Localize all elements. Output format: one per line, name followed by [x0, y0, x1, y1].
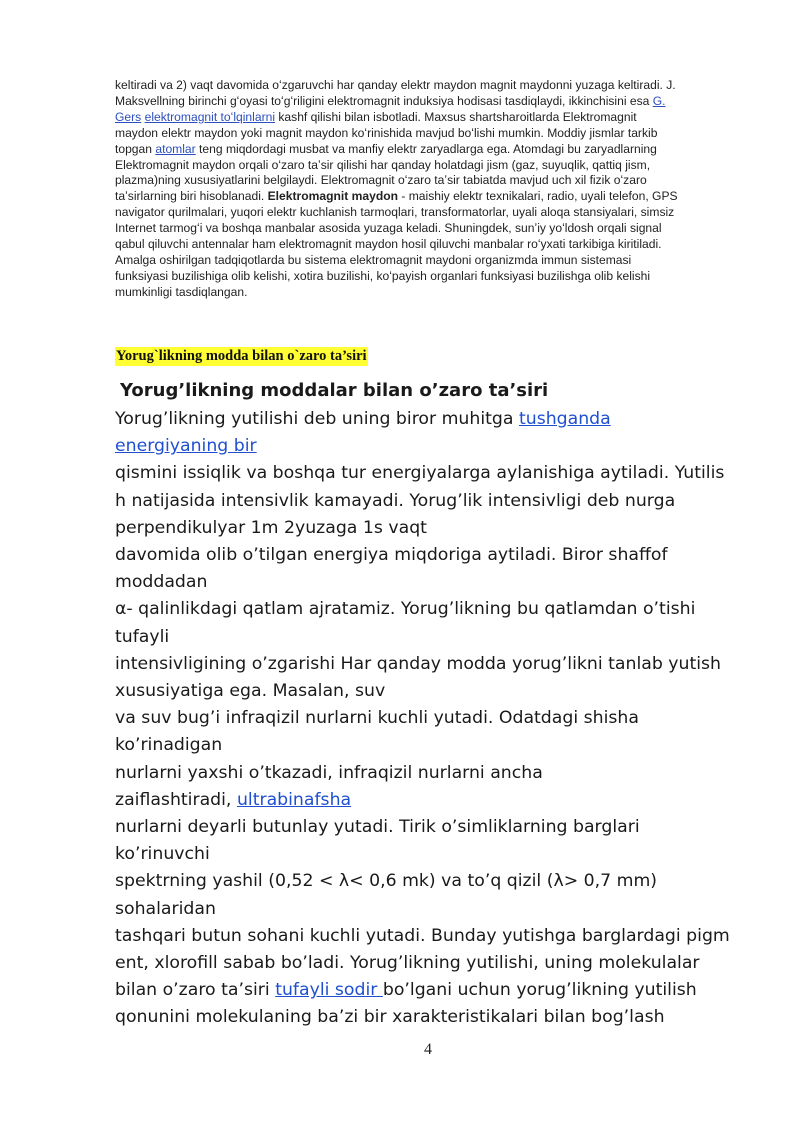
body-paragraph [115, 406, 755, 1032]
text-run: teng miqdordagi musbat va manfiy elektr zaryadlarga ega. Atomdagi bu zaryadlarning [195, 141, 657, 156]
text-line: qabul qiluvchi antennalar ham elektromagnit maydon hosil qiluvchi manbalar roʻyxati tarkibiga kiritiladi. [115, 237, 662, 252]
link-tushganda[interactable]: tushganda [518, 409, 611, 429]
link-ultrabinafsha[interactable]: ultrabinafsha [236, 789, 352, 810]
bold-term: Elektromagnit maydon [267, 189, 398, 204]
highlighted-heading: Yorug`likning modda bilan o`zaro ta’siri [116, 348, 367, 364]
text-run: taʼsirlarning biri hisoblanadi. [115, 189, 268, 204]
text-line [115, 94, 745, 110]
text-line: nurlarni yaxshi o’tkazadi, infraqizil nurlarni ancha [115, 762, 543, 783]
text-line [115, 189, 745, 205]
link-tufayli-sodir[interactable]: tufayli sodir [275, 980, 383, 1001]
text-line: qonunini molekulaning ba’zi bir xarakteristikalari bilan bog’lash [115, 1007, 665, 1028]
text-line: keltiradi va 2) vaqt davomida oʻzgaruvchi har qanday elektr maydon magnit maydonni yuzaga keltiradi. J. [115, 78, 676, 92]
text-line [115, 110, 745, 126]
text-line: tashqari butun sohani kuchli yutadi. Bunday yutishga barglardagi pigm [115, 925, 730, 946]
text-line: Elektromagnit maydon orqali oʻzaro taʼsir qilishi har qanday holatdagi jism (gaz, suyuqlik, qattiq jism, [115, 157, 651, 172]
text-line: qismini issiqlik va boshqa tur energiyalarga aylanishiga aytiladi. Yutilis [115, 463, 725, 484]
text-line: moddadan [115, 572, 208, 593]
text-line: sohalaridan [115, 898, 216, 919]
text-line: ent, xlorofill sabab bo’ladi. Yorug’likning yutilishi, uning molekulalar [115, 953, 700, 974]
text-line: plazma)ning xususiyatlarini belgilaydi. Elektromagnit oʻzaro taʼsir tabiatda mavjud uch xil fizik oʻzaro [115, 173, 647, 188]
text-line: Internet tarmogʻi va boshqa manbalar asosida yuzaga keladi. Shuningdek, sunʼiy yoʻldosh orqali signal [115, 221, 662, 236]
text-line [115, 977, 755, 1004]
text-line: α- qalinlikdagi qatlam ajratamiz. Yorug’likning bu qatlamdan o’tishi [115, 599, 696, 620]
text-run: Yorug’likning yutilishi deb uning biror muhitga [115, 409, 519, 429]
text-run: - maishiy elektr texnikalari, radio, uyali telefon, GPS [397, 189, 678, 204]
text-line: navigator qurilmalari, yuqori elektr kuchlanish tarmoqlari, transformatorlar, uyali aloqa stansiyalari, simsiz [115, 205, 675, 220]
text-run: zaiflashtiradi, [115, 789, 237, 810]
text-line: perpendikulyar 1m 2yuzaga 1s vaqt [115, 517, 427, 538]
text-line [115, 142, 745, 158]
text-line: ko’rinadigan [115, 735, 223, 756]
link-g-gers[interactable]: G. [652, 93, 666, 108]
text-line: ko’rinuvchi [115, 844, 210, 865]
text-line: mumkinligi tasdiqlangan. [115, 284, 248, 299]
text-line: h natijasida intensivlik kamayadi. Yorug’lik intensivligi deb nurga [115, 490, 676, 511]
text-line: maydon elektr maydon yoki magnit maydon koʻrinishida mavjud boʻlishi mumkin. Moddiy jismlar tarkib [115, 125, 658, 140]
section-heading: Yorug’likning moddalar bilan o’zaro ta’siri [120, 380, 549, 401]
link-energiyaning-bir[interactable]: energiyaning bir [115, 436, 257, 457]
text-line [115, 406, 755, 433]
link-elektromagnit-tolqinlar[interactable]: elektromagnit toʻlqinlarni [144, 109, 276, 124]
text-run: bilan o’zaro ta’siri [115, 980, 276, 1001]
text-run: topgan [115, 141, 156, 156]
text-line: xususiyatiga ega. Masalan, suv [115, 681, 386, 702]
text-line: tufayli [115, 626, 170, 647]
text-run: bo’lgani uchun yorug’likning yutilish [382, 980, 697, 1001]
page-number: 4 [424, 1041, 432, 1058]
text-line: Amalga oshirilgan tadqiqotlarda bu sistema elektromagnit maydoni organizmda immun sistemasi [115, 252, 632, 267]
text-line: nurlarni deyarli butunlay yutadi. Tirik o’simliklarning barglari [115, 817, 640, 838]
text-line: funksiyasi buzilishiga olib kelishi, xotira buzilishi, koʻpayish organlari funksiyasi buzilishga olib kelishi [115, 268, 651, 283]
text-line: intensivligining o’zgarishi Har qanday modda yorug’likni tanlab yutish [115, 653, 722, 674]
top-paragraph [115, 78, 745, 301]
text-line [115, 787, 755, 814]
text-line [115, 433, 755, 460]
link-gers[interactable]: Gers [115, 109, 142, 124]
text-run: Maksvellning birinchi gʻoyasi toʻgʻriligini elektromagnit induksiya hodisasi tasdiqlaydi, ikkinchisini esa [115, 93, 653, 108]
text-run: kashf qilishi bilan isbotladi. Maxsus shartsharoitlarda Elektromagnit [275, 109, 637, 124]
text-line: davomida olib o’tilgan energiya miqdoriga aytiladi. Biror shaffof [115, 545, 668, 566]
link-atomlar[interactable]: atomlar [155, 141, 196, 156]
text-line: va suv bug’i infraqizil nurlarni kuchli yutadi. Odatdagi shisha [115, 708, 639, 729]
text-line: spektrning yashil (0,52 < λ< 0,6 mk) va to’q qizil (λ> 0,7 mm) [115, 871, 658, 892]
